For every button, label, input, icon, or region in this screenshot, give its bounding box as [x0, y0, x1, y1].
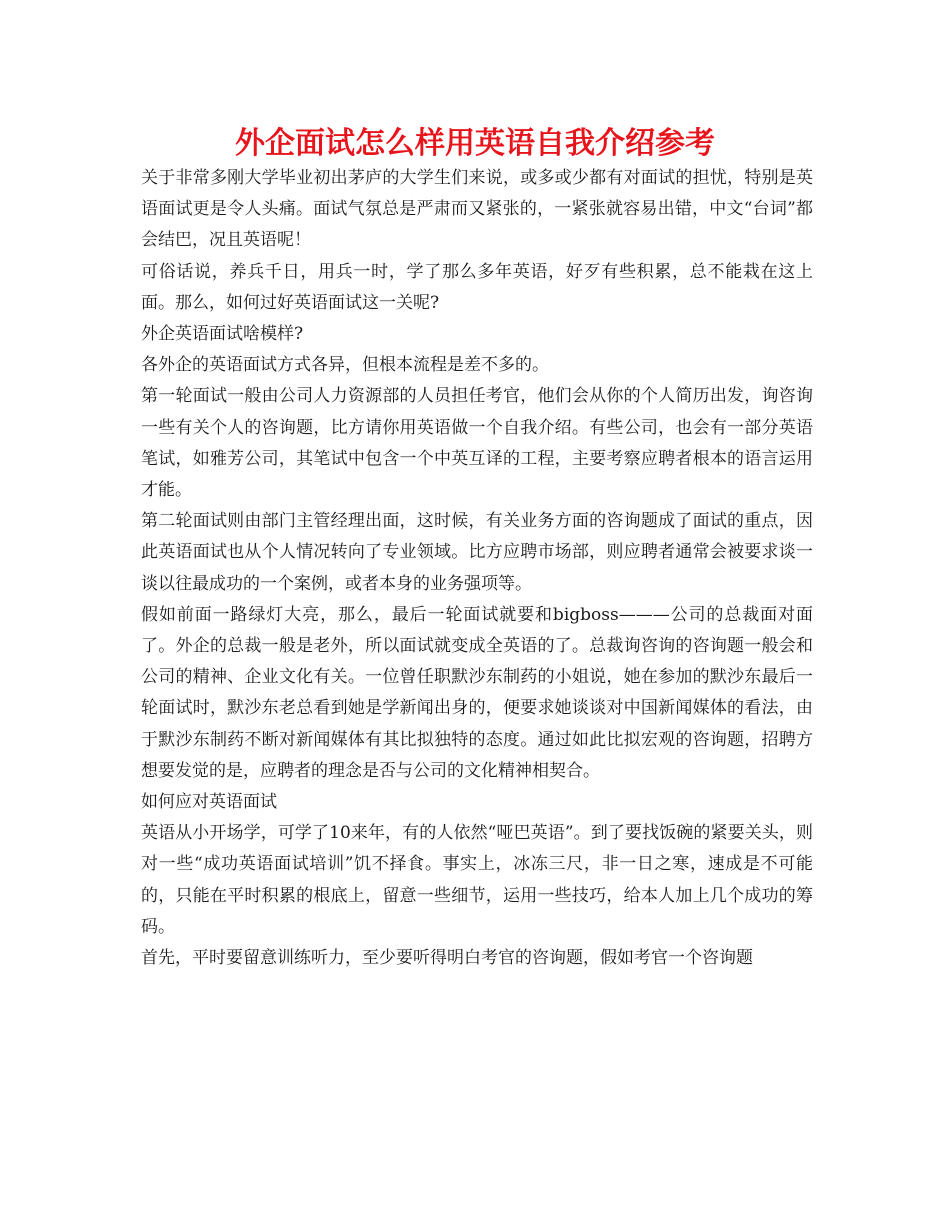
paragraph-final-round: 假如前面一路绿灯大亮，那么，最后一轮面试就要和bigboss———公司的总裁面对面了。外企的总裁一般是老外，所以面试就变成全英语的了。总裁询咨询的咨询题一般会和公司的精神、企业文化有关。一位曾任职默沙东制药的小姐说，她在参加的默沙东最后一轮面试时，默沙东老总看到她是学新闻出身的，便要求她谈谈对中国新闻媒体的看法，由于默沙东制药不断对新闻媒体有其比拟独特的态度。通过如此比拟宏观的咨询题，招聘方想要发觉的是，应聘者的理念是否与公司的文化精神相契合。: [141, 604, 813, 781]
paragraph-process: 各外企的英语面试方式各异，但根本流程是差不多的。: [141, 355, 549, 376]
paragraph-first-round: 第一轮面试一般由公司人力资源部的人员担任考官，他们会从你的个人简历出发，询咨询一些有关个人的咨询题，比方请你用英语做一个自我介绍。有些公司，也会有一部分英语笔试，如雅芳公司，其笔试中包含一个中英互译的工程，主要考察应聘者根本的语言运用才能。: [141, 386, 813, 501]
section-heading-how-to-handle: 如何应对英语面试: [141, 792, 277, 813]
section-heading-interview-style: 外企英语面试啥模样?: [141, 324, 304, 345]
paragraph-intro: 关于非常多刚大学毕业初出茅庐的大学生们来说，或多或少都有对面试的担忧，特别是英语面试更是令人头痛。面试气氛总是严肃而又紧张的，一紧张就容易出错，中文“台词”都会结巴，况且英语呢！: [141, 168, 813, 251]
paragraph-proverb: 可俗话说，养兵千日，用兵一时，学了那么多年英语，好歹有些积累，总不能栽在这上面。那么，如何过好英语面试这一关呢?: [141, 261, 813, 313]
document-title: 外企面试怎么样用英语自我介绍参考: [235, 126, 715, 161]
document-body: [141, 163, 813, 974]
paragraph-listening: 首先，平时要留意训练听力，至少要听得明白考官的咨询题，假如考官一个咨询题: [141, 948, 753, 969]
paragraph-second-round: 第二轮面试则由部门主管经理出面，这时候，有关业务方面的咨询题成了面试的重点，因此英语面试也从个人情况转向了专业领域。比方应聘市场部，则应聘者通常会被要求谈一谈以往最成功的一个案例，或者本身的业务强项等。: [141, 511, 813, 594]
paragraph-preparation: 英语从小开场学，可学了10来年，有的人依然“哑巴英语”。到了要找饭碗的紧要关头，则对一些“成功英语面试培训”饥不择食。事实上，冰冻三尺，非一日之寒，速成是不可能的，只能在平时积累的根底上，留意一些细节，运用一些技巧，给本人加上几个成功的筹码。: [141, 823, 813, 937]
